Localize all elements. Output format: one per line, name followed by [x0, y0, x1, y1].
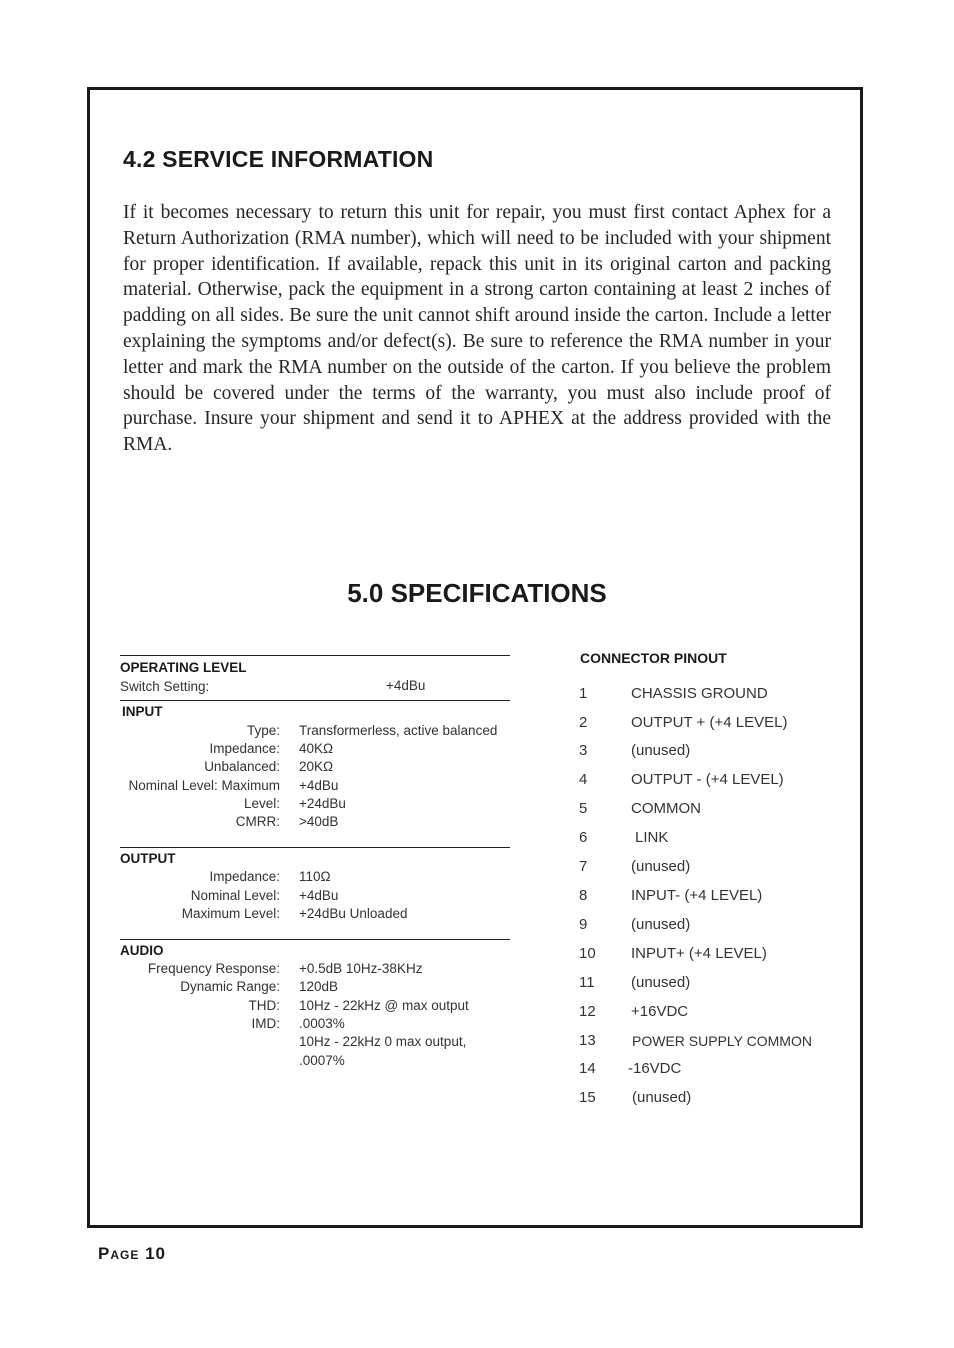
spec-value: >40dB: [299, 814, 339, 829]
spec-label: Unbalanced:: [204, 759, 280, 774]
pin-number: 2: [579, 714, 588, 731]
input-title: INPUT: [122, 704, 163, 719]
service-body: If it becomes necessary to return this unit for repair, you must first contact Aphex for a Return Authorization (RMA number), which will need to be included with your shipment for proper identification. If available, repack this unit in its original carton and packing material. Otherwise, pack the equipment in a strong carton containing at least 2 inches of padding on all sides. Be sure the unit cannot shift around inside the carton. Include a letter explaining the symptoms and/or defect(s). Be sure to reference the RMA number in your letter and mark the RMA number on the outside of the carton. If you believe the problem should be covered under the terms of the warranty, you must also include proof of purchase. Insure your shipment and send it to APHEX at the address provided with the RMA.: [123, 202, 831, 456]
spec-label: IMD:: [251, 1016, 280, 1031]
pin-function: INPUT+ (+4 LEVEL): [631, 945, 767, 962]
pin-number: 5: [579, 800, 588, 817]
pin-function: CHASSIS GROUND: [631, 685, 768, 702]
spec-label: Type:: [246, 723, 280, 738]
pin-number: 15: [579, 1089, 596, 1106]
spec-value: 20KΩ: [299, 759, 334, 774]
spec-value: +4dBu: [299, 778, 339, 793]
pin-number: 8: [579, 887, 588, 904]
spec-label: Impedance:: [209, 869, 280, 884]
pin-number: 11: [579, 974, 595, 991]
pin-function: +16VDC: [631, 1003, 689, 1020]
spec-value: 40KΩ: [299, 741, 334, 756]
section-rule: [120, 847, 510, 848]
page-number: Page 10: [98, 1244, 166, 1263]
pin-number: 1: [579, 685, 588, 702]
spec-label: Nominal Level: Maximum: [128, 778, 280, 793]
operating-level-title: OPERATING LEVEL: [120, 660, 247, 675]
spec-label: Frequency Response:: [147, 961, 280, 976]
pin-number: 12: [579, 1003, 596, 1020]
pin-function: COMMON: [631, 800, 701, 817]
pin-function: -16VDC: [628, 1060, 682, 1077]
pin-number: 13: [579, 1032, 596, 1049]
spec-value: 120dB: [299, 979, 339, 994]
pin-function: (unused): [631, 858, 691, 875]
spec-value: +24dBu Unloaded: [299, 906, 408, 921]
switch-setting-label: Switch Setting:: [120, 679, 210, 694]
output-title: OUTPUT: [120, 851, 176, 866]
spec-label: Maximum Level:: [181, 906, 280, 921]
spec-label: CMRR:: [235, 814, 280, 829]
pin-number: 3: [579, 742, 588, 759]
pin-function: INPUT- (+4 LEVEL): [631, 887, 763, 904]
spec-value: 10Hz - 22kHz 0 max output,: [299, 1034, 467, 1049]
pin-number: 4: [579, 771, 588, 788]
pin-function: OUTPUT + (+4 LEVEL): [631, 714, 788, 731]
spec-value: .0003%: [299, 1016, 345, 1031]
specifications-heading: 5.0 SPECIFICATIONS: [347, 578, 607, 608]
pin-function: LINK: [635, 829, 669, 846]
section-rule: [120, 655, 510, 656]
spec-value: +0.5dB 10Hz-38KHz: [299, 961, 423, 976]
spec-value: +4dBu: [299, 888, 339, 903]
pin-number: 14: [579, 1060, 596, 1077]
pin-function: (unused): [631, 974, 691, 991]
spec-label: Dynamic Range:: [180, 979, 280, 994]
spec-label: Level:: [243, 796, 280, 811]
pin-number: 6: [579, 829, 588, 846]
connector-pinout-title: CONNECTOR PINOUT: [580, 650, 727, 666]
spec-label: Impedance:: [209, 741, 280, 756]
pin-function: (unused): [631, 916, 691, 933]
pin-number: 10: [579, 945, 596, 962]
pin-function: OUTPUT - (+4 LEVEL): [631, 771, 784, 788]
audio-title: AUDIO: [120, 943, 164, 958]
pin-function: POWER SUPPLY COMMON: [632, 1033, 812, 1049]
section-rule: [120, 700, 510, 701]
pin-number: 9: [579, 916, 588, 933]
section-rule: [120, 939, 510, 940]
service-heading: 4.2 SERVICE INFORMATION: [123, 146, 434, 172]
spec-value: 10Hz - 22kHz @ max output: [299, 998, 469, 1013]
pin-function: (unused): [631, 742, 691, 759]
spec-value: .0007%: [299, 1053, 345, 1068]
pin-function: (unused): [632, 1089, 692, 1106]
spec-label: THD:: [248, 998, 280, 1013]
switch-setting-value: +4dBu: [386, 678, 426, 693]
spec-value: +24dBu: [299, 796, 346, 811]
spec-label: Nominal Level:: [190, 888, 280, 903]
pin-number: 7: [579, 858, 588, 875]
spec-value: 110Ω: [299, 869, 331, 884]
spec-value: Transformerless, active balanced: [299, 723, 498, 738]
